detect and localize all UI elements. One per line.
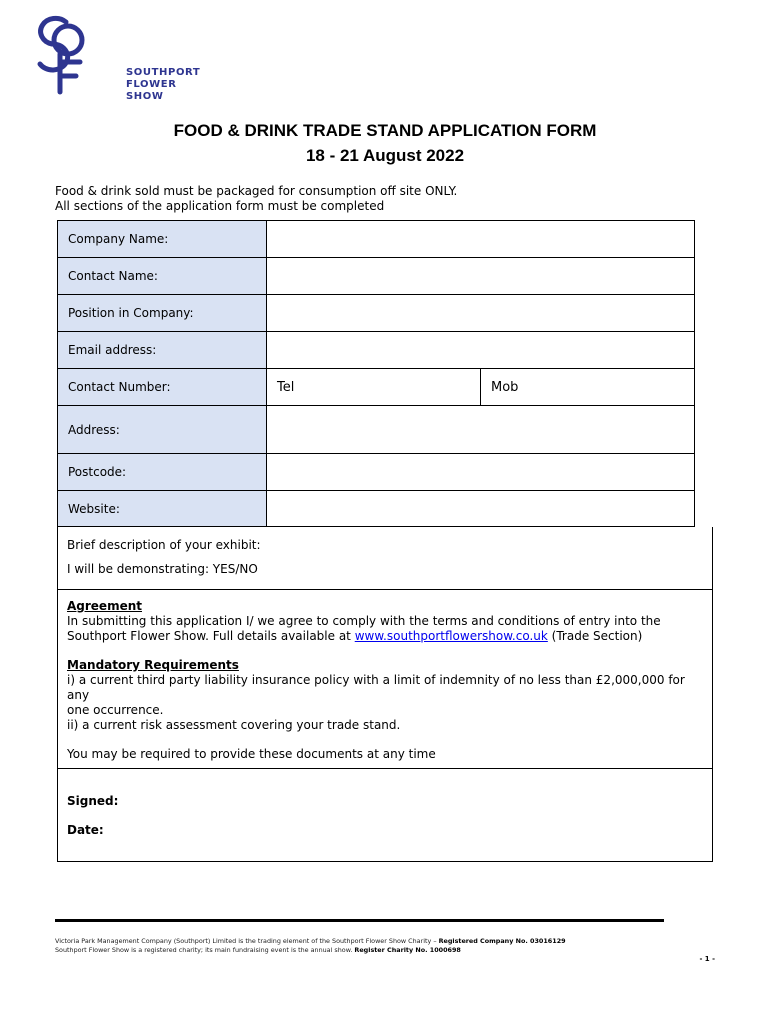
contact-number-label: Contact Number: <box>58 369 267 406</box>
position-row <box>58 295 695 332</box>
page-number: - 1 - <box>699 955 715 963</box>
agreement-text-1: In submitting this application I/ we agree to comply with the terms and conditions of entry into the <box>67 614 661 628</box>
charity-number: Register Charity No. 1000698 <box>354 946 461 954</box>
requirement-2: ii) a current risk assessment covering your trade stand. <box>67 718 401 732</box>
requirement-1b: one occurrence. <box>67 703 164 717</box>
email-field[interactable] <box>267 332 695 369</box>
email-row <box>58 332 695 369</box>
agreement-box <box>57 590 713 769</box>
event-date: 18 - 21 August 2022 <box>305 146 465 165</box>
trade-section-text: (Trade Section) <box>551 629 643 643</box>
contact-row <box>58 258 695 295</box>
footer-text <box>55 937 566 955</box>
demonstrating-label: I will be demonstrating: YES/NO <box>67 562 258 576</box>
application-form <box>57 220 695 862</box>
page-title: FOOD & DRINK TRADE STAND APPLICATION FORM <box>173 121 597 140</box>
footer-line-2 <box>55 946 566 955</box>
logo-line-1: SOUTHPORT <box>126 67 201 78</box>
postcode-label: Postcode: <box>58 454 267 491</box>
website-link[interactable]: www.southportflowershow.co.uk <box>354 629 548 643</box>
logo-line-3: SHOW <box>126 91 164 102</box>
contact-details-table <box>57 220 695 527</box>
company-label: Company Name: <box>58 221 267 258</box>
position-label: Position in Company: <box>58 295 267 332</box>
exhibit-description-box[interactable] <box>57 527 713 590</box>
footer-divider <box>55 919 664 922</box>
signed-label[interactable]: Signed: <box>67 794 119 808</box>
mob-field[interactable] <box>481 369 695 406</box>
contact-number-row <box>58 369 695 406</box>
footer-line-2-text: Southport Flower Show is a registered charity; its main fundraising event is the annual show. <box>55 946 353 954</box>
date-label[interactable]: Date: <box>67 823 104 837</box>
company-number: Registered Company No. 03016129 <box>438 937 566 945</box>
mandatory-heading: Mandatory Requirements <box>67 658 239 672</box>
exhibit-description-label: Brief description of your exhibit: <box>67 538 261 552</box>
email-label: Email address: <box>58 332 267 369</box>
logo-wordmark <box>126 67 200 103</box>
company-field[interactable] <box>267 221 695 258</box>
tel-label: Tel <box>277 379 295 395</box>
mob-label: Mob <box>491 379 519 395</box>
agreement-text-2-start: Southport Flower Show. Full details available at <box>67 629 351 643</box>
tel-field[interactable] <box>267 369 481 406</box>
agreement-text-2 <box>67 629 703 644</box>
contact-label: Contact Name: <box>58 258 267 295</box>
documents-note: You may be required to provide these documents at any time <box>67 747 436 761</box>
contact-field[interactable] <box>267 258 695 295</box>
postcode-field[interactable] <box>267 454 695 491</box>
address-label: Address: <box>58 406 267 454</box>
position-field[interactable] <box>267 295 695 332</box>
address-field[interactable] <box>267 406 695 454</box>
logo-line-2: FLOWER <box>126 79 177 90</box>
website-row <box>58 491 695 527</box>
southport-flower-show-logo <box>32 12 201 102</box>
footer-line-1-text: Victoria Park Management Company (Southport) Limited is the trading element of the Southport Flower Show Charity – <box>55 937 437 945</box>
company-row <box>58 221 695 258</box>
signature-box <box>57 769 713 862</box>
agreement-heading: Agreement <box>67 599 142 613</box>
requirement-1a: i) a current third party liability insurance policy with a limit of indemnity of no less than £2,000,000 for any <box>67 673 685 702</box>
intro-line-2: All sections of the application form must be completed <box>55 199 385 213</box>
intro-line-1: Food & drink sold must be packaged for consumption off site ONLY. <box>55 184 458 198</box>
website-label: Website: <box>58 491 267 527</box>
address-row <box>58 406 695 454</box>
postcode-row <box>58 454 695 491</box>
footer-line-1 <box>55 937 566 946</box>
sfs-monogram-icon <box>32 12 102 98</box>
website-field[interactable] <box>267 491 695 527</box>
